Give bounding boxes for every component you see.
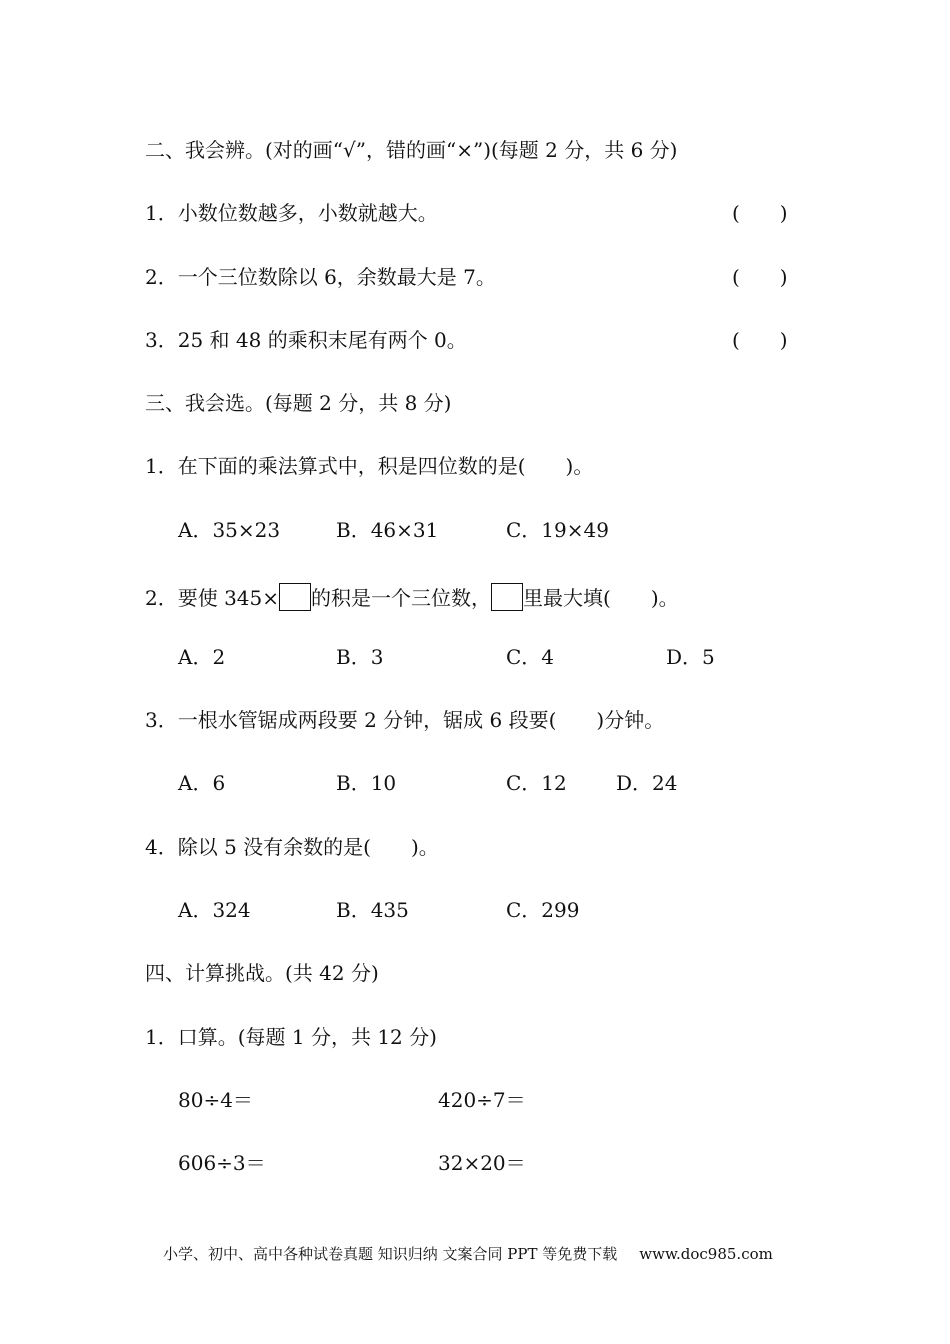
judge-answer-blank-2[interactable]: ( ) bbox=[732, 265, 788, 289]
choice-q3-option-b[interactable]: B．10 bbox=[336, 771, 397, 795]
choice-q2-option-c[interactable]: C．4 bbox=[506, 645, 555, 669]
choice-q2-option-d[interactable]: D．5 bbox=[666, 645, 715, 669]
choice-question-4: 4．除以 5 没有余数的是( )。 bbox=[145, 835, 439, 859]
choice-q1-option-a[interactable]: A．35×23 bbox=[178, 518, 281, 542]
choice-question-3: 3．一根水管锯成两段要 2 分钟，锯成 6 段要( )分钟。 bbox=[145, 708, 665, 732]
section-heading-choose: 三、我会选。(每题 2 分，共 8 分) bbox=[145, 391, 452, 415]
choice-q4-option-c[interactable]: C．299 bbox=[506, 898, 580, 922]
section-heading-calculate: 四、计算挑战。(共 42 分) bbox=[145, 961, 379, 985]
footer-site-link[interactable]: www.doc985.com bbox=[639, 1245, 773, 1263]
answer-box[interactable] bbox=[491, 583, 523, 611]
choice-q2-text-part3: 里最大填( )。 bbox=[523, 586, 679, 610]
choice-q3-option-d[interactable]: D．24 bbox=[616, 771, 678, 795]
choice-question-1: 1．在下面的乘法算式中，积是四位数的是( )。 bbox=[145, 454, 594, 478]
section-heading-judge: 二、我会辨。(对的画“√”，错的画“×”)(每题 2 分，共 6 分) bbox=[145, 138, 678, 162]
answer-box[interactable] bbox=[279, 583, 311, 611]
page-footer bbox=[163, 1247, 773, 1262]
oral-calc-item: 32×20＝ bbox=[438, 1151, 526, 1175]
choice-q2-option-a[interactable]: A．2 bbox=[178, 645, 226, 669]
choice-q2-text-part2: 的积是一个三位数， bbox=[311, 586, 492, 610]
judge-answer-blank-3[interactable]: ( ) bbox=[732, 328, 788, 352]
choice-q2-text-part1: 2．要使 345× bbox=[145, 586, 280, 610]
choice-q1-option-b[interactable]: B．46×31 bbox=[336, 518, 439, 542]
choice-q1-option-c[interactable]: C．19×49 bbox=[506, 518, 609, 542]
choice-q4-option-a[interactable]: A．324 bbox=[178, 898, 251, 922]
judge-question-2: 2．一个三位数除以 6，余数最大是 7。 bbox=[145, 265, 496, 289]
oral-calc-item: 606÷3＝ bbox=[178, 1151, 266, 1175]
choice-q4-option-b[interactable]: B．435 bbox=[336, 898, 409, 922]
oral-calc-item: 420÷7＝ bbox=[438, 1088, 526, 1112]
judge-answer-blank-1[interactable]: ( ) bbox=[732, 201, 788, 225]
choice-question-2 bbox=[145, 583, 679, 611]
choice-q3-option-a[interactable]: A．6 bbox=[178, 771, 226, 795]
judge-question-1: 1．小数位数越多，小数就越大。 bbox=[145, 201, 438, 225]
footer-text: 小学、初中、高中各种试卷真题 知识归纳 文案合同 PPT 等免费下载 bbox=[163, 1245, 618, 1263]
oral-calc-item: 80÷4＝ bbox=[178, 1088, 253, 1112]
judge-question-3: 3．25 和 48 的乘积末尾有两个 0。 bbox=[145, 328, 467, 352]
calc-question-1: 1．口算。(每题 1 分，共 12 分) bbox=[145, 1025, 437, 1049]
choice-q3-option-c[interactable]: C．12 bbox=[506, 771, 567, 795]
choice-q2-option-b[interactable]: B．3 bbox=[336, 645, 384, 669]
